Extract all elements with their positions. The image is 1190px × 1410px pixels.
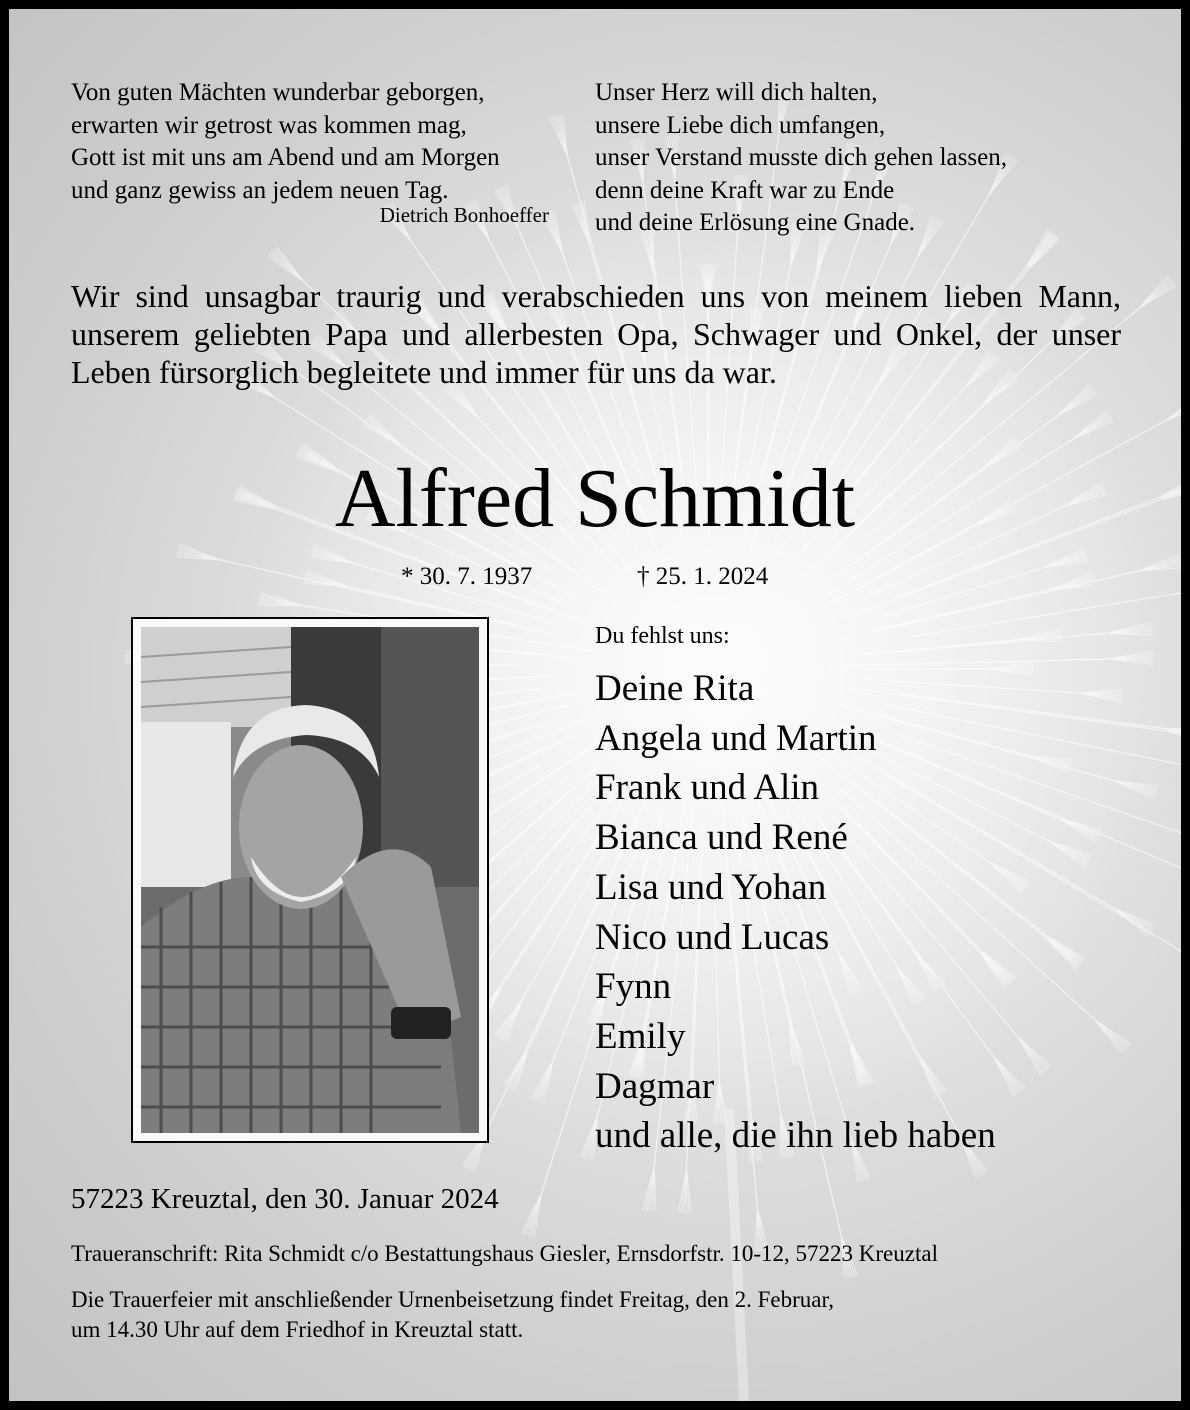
verse-line: Unser Herz will dich halten, [595,79,878,106]
verse-line: unsere Liebe dich umfangen, [595,111,886,139]
heart-verse [595,77,1115,240]
death-date: † 25. 1. 2024 [637,563,769,590]
mourner-name: und alle, die ihn lieb haben [595,1115,996,1157]
birth-date: * 30. 7. 1937 [401,563,533,590]
verse-line: Von guten Mächten wunderbar geborgen, [71,79,485,106]
verse-line: erwarten wir getrost was kommen mag, [71,111,467,139]
mourning-address: Traueranschrift: Rita Schmidt c/o Bestattungshaus Giesler, Ernsdorfstr. 10-12, 57223 Kreuztal [71,1241,938,1266]
mourner-name: Lisa und Yohan [595,866,827,908]
verse-line: und deine Erlösung eine Gnade. [595,209,916,236]
mourner-name: Bianca und René [595,817,848,859]
mourner-name: Dagmar [595,1065,715,1107]
mourner-name: Fynn [595,966,672,1008]
verse-line: und ganz gewiss an jedem neuen Tag. [71,176,449,204]
mourner-name: Angela und Martin [595,717,877,759]
deceased-name: Alfred Schmidt [334,452,856,545]
mourner-name: Emily [595,1015,686,1057]
mourners-list [595,664,996,1161]
verse-line: Gott ist mit uns am Abend und am Morgen [71,144,500,171]
mourners-heading: Du fehlst uns: [595,623,730,649]
verse-line: unser Verstand musste dich gehen lassen, [595,144,1007,171]
intro-text: Wir sind unsagbar traurig und verabschieden uns von meinem lieben Mann, unserem geliebten Papa und allerbesten Opa, Schwager und Onkel, der unser Leben fürsorglich begleitete und immer für uns da war. [71,278,1121,390]
mourner-name: Frank und Alin [595,767,820,809]
portrait-photo-icon [141,627,479,1133]
verse-line: denn deine Kraft war zu Ende [595,176,895,204]
ceremony-info [71,1285,1071,1344]
verse-author: Dietrich Bonhoeffer [379,203,549,227]
mourner-name: Deine Rita [595,668,755,709]
portrait-frame [131,617,489,1143]
place-and-date: 57223 Kreuztal, den 30. Januar 2024 [71,1183,499,1215]
bonhoeffer-verse [71,77,571,207]
ceremony-line: um 14.30 Uhr auf dem Friedhof in Kreuztal statt. [71,1316,524,1342]
ceremony-line: Die Trauerfeier mit anschließender Urnenbeisetzung findet Freitag, den 2. Februar, [71,1287,834,1312]
mourner-name: Nico und Lucas [595,916,830,958]
